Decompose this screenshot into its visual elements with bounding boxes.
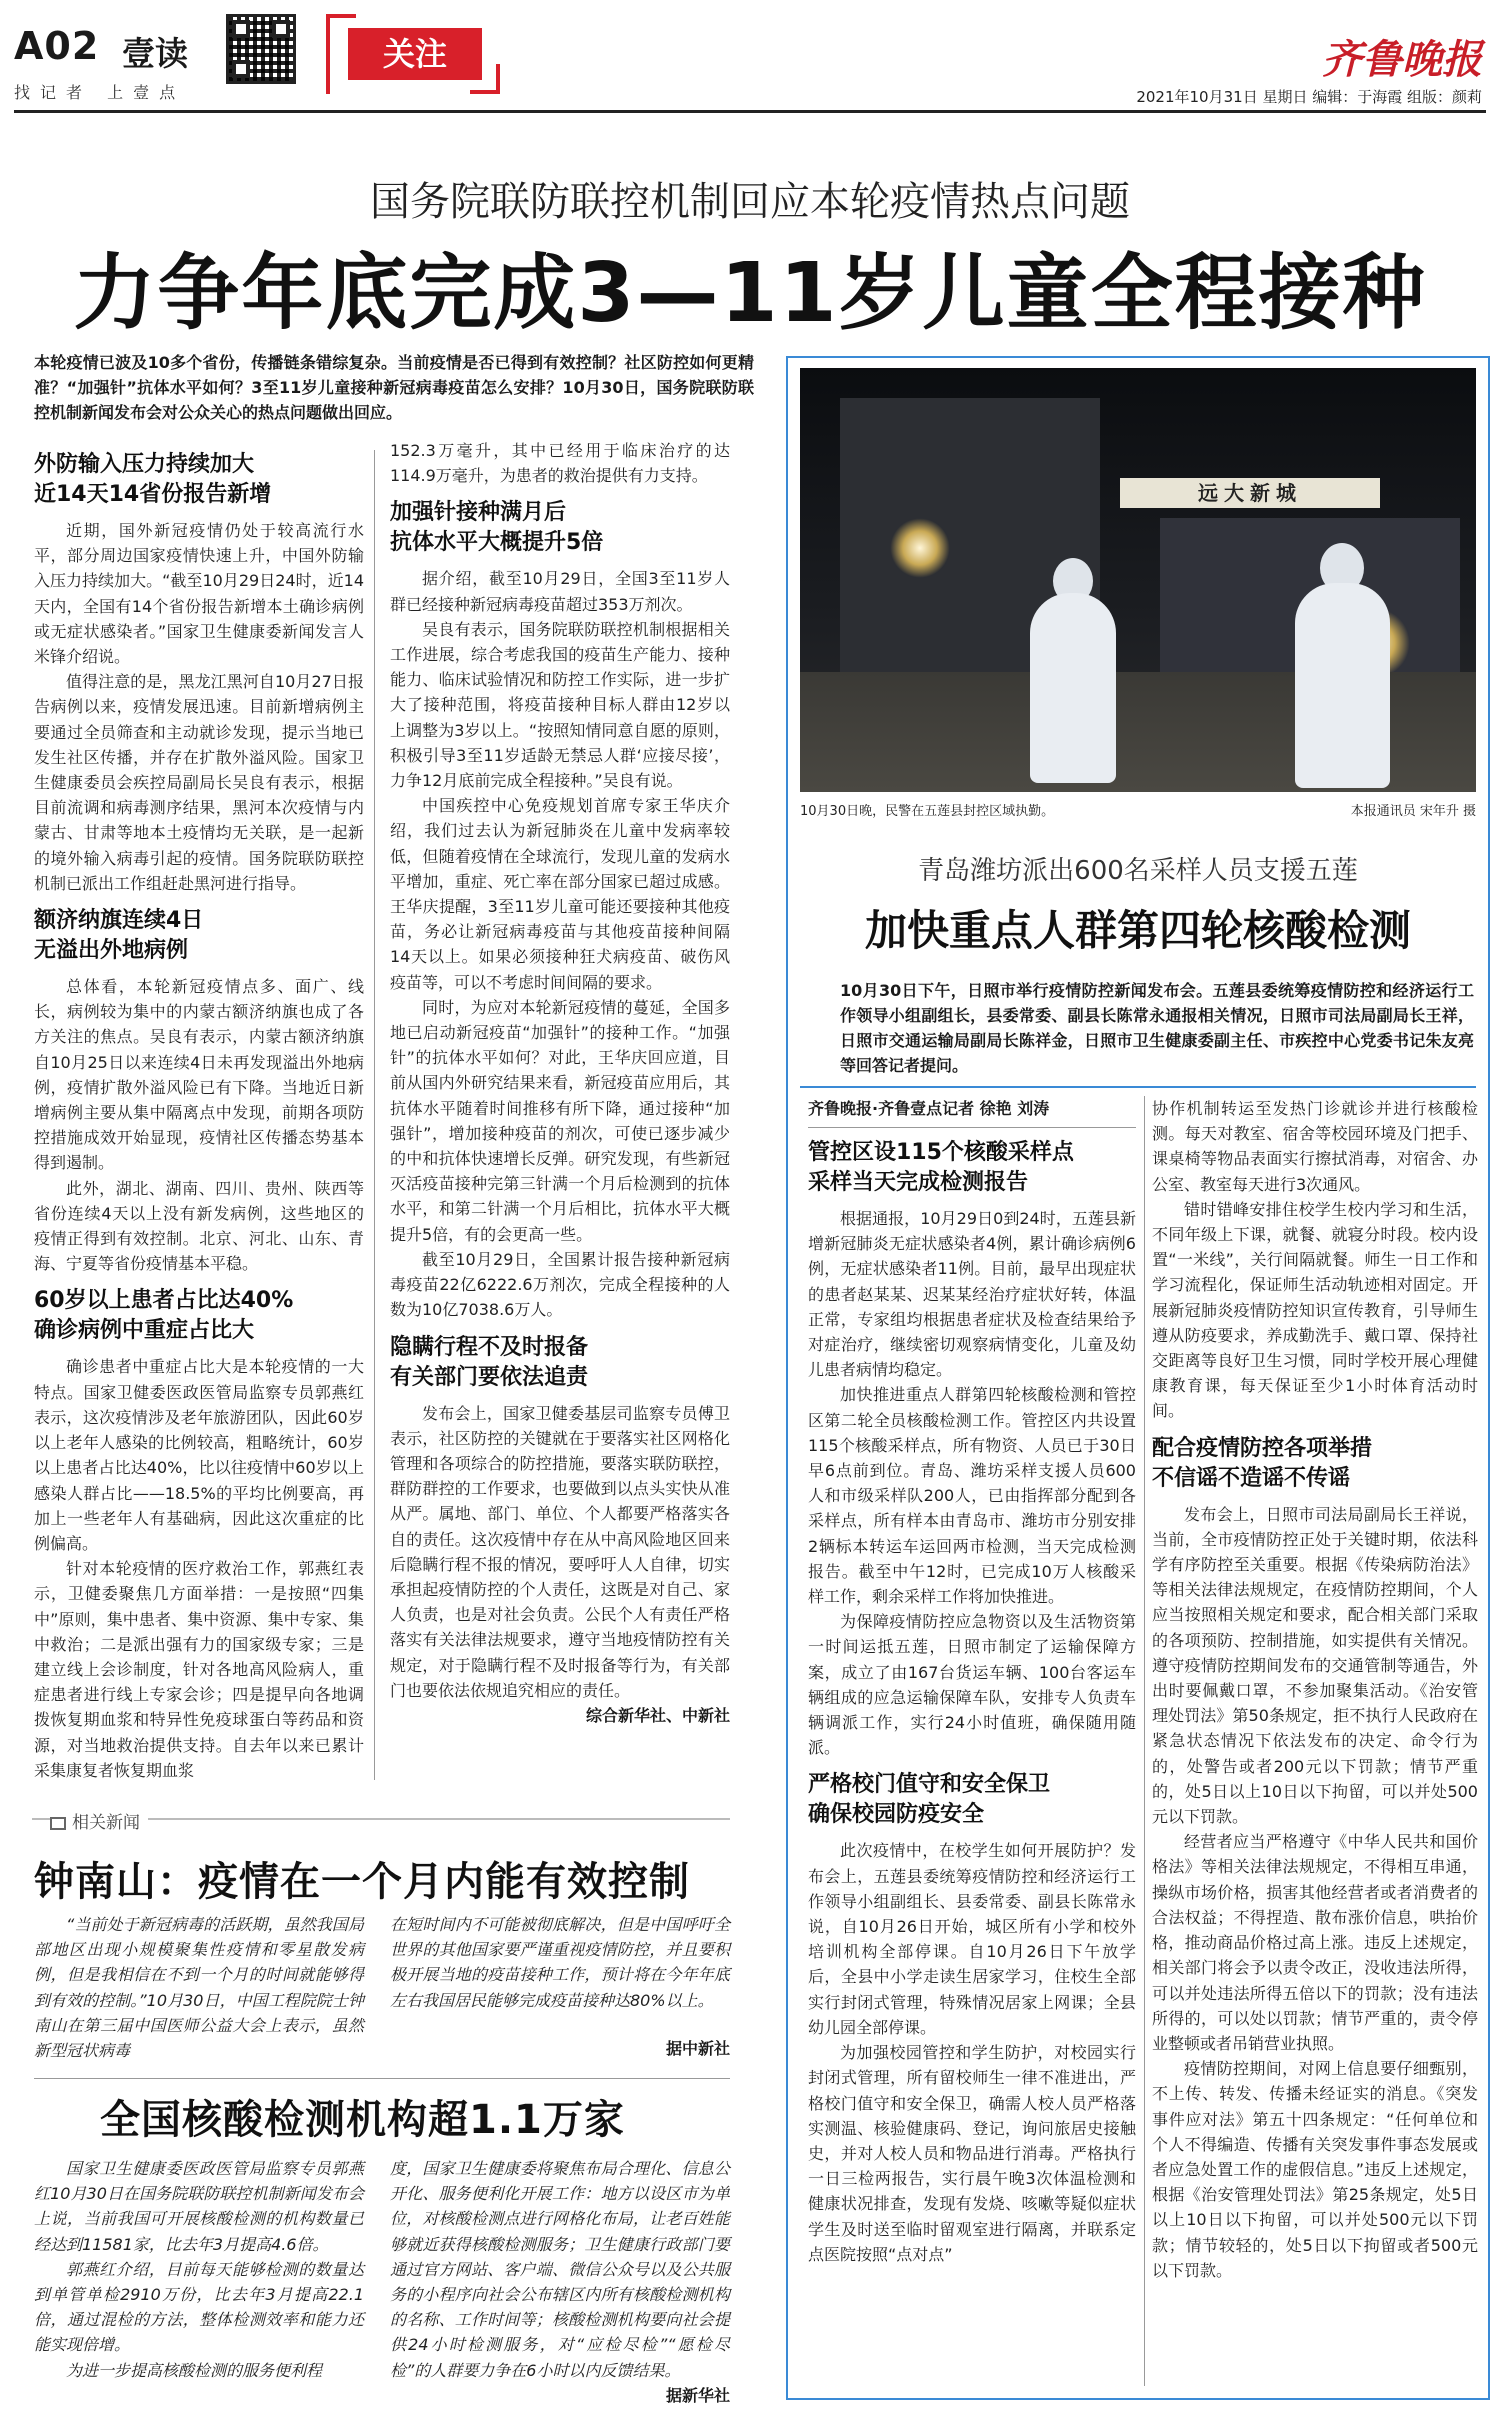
- paragraph: 国家卫生健康委医政医管局监察专员郭燕红10月30日在国务院联防联控机制新闻发布会上说，当前我国可开展核酸检测的机构数量已经达到11581家，比去年3月提高4.6倍。: [34, 2159, 364, 2254]
- headline-kicker: 国务院联防联控机制回应本轮疫情热点问题: [370, 179, 1130, 225]
- subhead-campus: 严格校门值守和安全保卫 确保校园防疫安全: [808, 1772, 1051, 1828]
- related-news-text: 相关新闻: [72, 1813, 140, 1833]
- photo-caption: 10月30日晚，民警在五莲县封控区域执勤。: [800, 804, 1055, 819]
- article-column-1: [34, 450, 364, 1783]
- subhead-ejina: 额济纳旗连续4日 无溢出外地病例: [34, 908, 204, 964]
- paragraph: 为保障疫情防控应急物资以及生活物资第一时间运抵五莲，日照市制定了运输保障方案，成立了由167台货运车辆、100台客运车辆组成的应急运输保障车队，安排专人负责车辆调派工作，实行24小时值班，确保随用随派。: [808, 1612, 1136, 1758]
- paragraph: 疫情防控期间，对网上信息要仔细甄别，不上传、转发、传播未经证实的消息。《突发事件应对法》第五十四条规定：“任何单位和个人不得编造、传播有关突发事件事态发展或者应急处置工作的虚假信息。”违反上述规定，根据《治安管理处罚法》第25条规定，处5日以上10日以下拘留，可以并处500元以下罚款；情节较轻的，处5日以下拘留或者500元以下罚款。: [1152, 2059, 1478, 2280]
- officer-right: [1295, 583, 1390, 788]
- subhead-sampling: 管控区设115个核酸采样点 采样当天完成检测报告: [808, 1140, 1074, 1195]
- street-lamp: [890, 518, 950, 578]
- paragraph: 为进一步提高核酸检测的服务便利程: [66, 2360, 323, 2380]
- main-headline: 力争年底完成3—11岁儿童全程接种: [73, 246, 1427, 341]
- paragraph: 在短时间内不可能被彻底解决，但是中国呼吁全世界的其他国家要严谨重视疫情防控，并且要积极开展当地的疫苗接种工作，预计将在今年年底左右我国居民能够完成疫苗接种达80%以上。: [390, 1915, 730, 2010]
- source-credit: 据中新社: [665, 2039, 730, 2058]
- paragraph: 度，国家卫生健康委将聚焦布局合理化、信息公开化、服务便利化开展工作：地方以设区市为单位，对核酸检测点进行网格化布局，让老百姓能够就近获得核酸检测服务；卫生健康行政部门要通过官方网站、客户端、微信公众号以及公共服务的小程序向社会公布辖区内所有核酸检测机构的名称、工作时间等；核酸检测机构要向社会提供24小时检测服务，对“应检尽检”“愿检尽检”的人群要力争在6小时以内反馈结果。: [390, 2159, 730, 2380]
- right-divider: [800, 1086, 1476, 1088]
- paragraph: 值得注意的是，黑龙江黑河自10月27日报告病例以来，疫情发展迅速。目前新增病例主要通过全员筛查和主动就诊发现，提示当地已发生社区传播，并存在扩散外溢风险。国家卫生健康委员会疾控局副局长吴良有表示，根据目前流调和病毒测序结果，黑河本次疫情与内蒙古、甘肃等地本土疫情均无关联，是一起新的境外输入病毒引起的疫情。国务院联防联控机制已派出工作组赶赴黑河进行指导。: [34, 672, 364, 893]
- paragraph: 同时，为应对本轮新冠疫情的蔓延，全国多地已启动新冠疫苗“加强针”的接种工作。“加强针”的抗体水平如何？对此，王华庆回应道，目前从国内外研究结果来看，新冠疫苗应用后，其抗体水平随着时间推移有所下降，通过接种“加强针”，增加接种疫苗的剂次，可使已逐步减少的中和抗体快速增长反弹。研究发现，有些新冠灭活疫苗接种完第三针满一个月后检测到的抗体水平，和第二针满一个月后相比，抗体水平大概提升5倍，有的会更高一些。: [390, 997, 730, 1244]
- paragraph: 郭燕红介绍，目前每天能够检测的数量达到单管单检2910万份，比去年3月提高22.1倍，通过混检的方法，整体检测效率和能力还能实现倍增。: [34, 2259, 364, 2355]
- subhead-booster: 加强针接种满月后 抗体水平大概提升5倍: [390, 500, 604, 556]
- related-headline-zhong: 钟南山：疫情在一个月内能有效控制: [34, 1859, 690, 1905]
- paragraph: “当前处于新冠病毒的活跃期，虽然我国局部地区出现小规模聚集性疫情和零星散发病例，但是我相信在不到一个月的时间就能够得到有效的控制。”10月30日，中国工程院院士钟南山在第三届中国医师公益大会上表示，虽然新型冠状病毒: [34, 1915, 364, 2061]
- right-column-b: [1152, 1096, 1478, 2283]
- page-number: A02: [14, 24, 100, 68]
- masthead-rule: [14, 110, 1486, 113]
- paragraph: 根据通报，10月29日0到24时，五莲县新增新冠肺炎无症状感染者4例，累计确诊病例6例，无症状感染者11例。目前，最早出现症状的患者赵某某、迟某某经治疗症状好转，体温正常，专家组均根据患者症状及检查结果给予对症治疗，继续密切观察病情变化，儿童及幼儿患者病情均稳定。: [808, 1209, 1136, 1380]
- right-lead: 10月30日下午，日照市举行疫情防控新闻发布会。五莲县委统筹疫情防控和经济运行工作领导小组副组长，县委常委、副县长陈常永通报相关情况，日照市司法局副局长王祥，日照市交通运输局副局长陈祥金，日照市卫生健康委副主任、市疾控中心党委书记朱友亮等回答记者提问。: [840, 981, 1474, 1075]
- paragraph: 发布会上，国家卫健委基层司监察专员傅卫表示，社区防控的关键就在于要落实社区网格化管理和各项综合的防控措施，要落实联防联控，群防群控的工作要求，也要做到以点头实快从准从严。属地、部门、单位、个人都要严格落实各自的责任。这次疫情中存在从中高风险地区回来后隐瞒行程不报的情况，要呼吁人人自律，切实承担起疫情防控的个人责任，这既是对自己、家人负责，也是对社会负责。公民个人有责任严格落实有关法律法规要求，遵守当地疫情防控有关规定，对于隐瞒行程不及时报备等行为，有关部门也要依法依规追究相应的责任。: [390, 1403, 730, 1700]
- right-column-a: [808, 1096, 1136, 2267]
- subhead-rumors: 配合疫情防控各项举措 不信谣不造谣不传谣: [1152, 1435, 1373, 1491]
- section-slogan: 找记者 上壹点: [14, 83, 186, 102]
- paragraph: 近期，国外新冠疫情仍处于较高流行水平，部分周边国家疫情快速上升，中国外防输入压力持续加大。“截至10月29日24时，近14天内，全国有14个省份报告新增本土确诊病例或无症状感染者。”国家卫生健康委新闻发言人米锋介绍说。: [34, 521, 364, 667]
- paragraph: 截至10月29日，全国累计报告接种新冠病毒疫苗22亿6222.6万剂次，完成全程接种的人数为10亿7038.6万人。: [390, 1249, 730, 1320]
- column-divider: [374, 450, 375, 1780]
- paragraph: 协作机制转运至发热门诊就诊并进行核酸检测。每天对教室、宿舍等校园环境及门把手、课桌椅等物品表面实行擦拭消毒，对宿舍、办公室、教室每天进行3次通风。: [1152, 1099, 1478, 1194]
- paragraph: 中国疾控中心免疫规划首席专家王华庆介绍，我们过去认为新冠肺炎在儿童中发病率较低，但随着疫情在全球流行，发现儿童的发病水平增加，重症、死亡率在部分国家已超过成感。王华庆提醒，3至11岁儿童可能还要接种其他疫苗，务必让新冠病毒疫苗与其他疫苗接种间隔14天以上。如果必须接种狂犬病疫苗、破伤风疫苗等，可以不考虑时间间隔的要求。: [390, 796, 730, 992]
- column-tag: 关注: [348, 28, 482, 80]
- news-photo: [800, 368, 1476, 792]
- paragraph: 此次疫情中，在校学生如何开展防护？发布会上，五莲县委统筹疫情防控和经济运行工作领导小组副组长、县委常委、副县长陈常永说，自10月26日开始，城区所有小学和校外培训机构全部停课。自10月26日下午放学后，全县中小学走读生居家学习，住校生全部实行封闭式管理，特殊情况居家上网课；全县幼儿园全部停课。: [808, 1841, 1136, 2037]
- qr-code-icon: [226, 14, 296, 84]
- related-news-label: [50, 1808, 148, 1833]
- paragraph: 针对本轮疫情的医疗救治工作，郭燕红表示，卫健委聚焦几方面举措：一是按照“四集中”原则，集中患者、集中资源、集中专家、集中救治；二是派出强有力的国家级专家；三是建立线上会诊制度，针对各地高风险病人，重症患者进行线上专家会诊；四是提早向各地调拨恢复期血浆和特异性免疫球蛋白等药品和资源，对当地救治提供支持。自去年以来已累计采集康复者恢复期血浆: [34, 1559, 364, 1780]
- dateline: 2021年10月31日 星期日 编辑：于海霞 组版：颜莉: [1136, 88, 1482, 106]
- subhead-elderly: 60岁以上患者占比达40% 确诊病例中重症占比大: [34, 1288, 294, 1344]
- right-headline: 加快重点人群第四轮核酸检测: [864, 906, 1411, 955]
- paragraph: 经营者应当严格遵守《中华人民共和国价格法》等相关法律法规规定，不得相互串通，操纵市场价格，损害其他经营者或者消费者的合法权益；不得捏造、散布涨价信息，哄抬价格，推动商品价格过高上涨。违反上述规定，相关部门将会予以责令改正，没收违法所得，可以并处违法所得五倍以下的罚款；没有违法所得的，可以处以罚款；情节严重的，责令停业整顿或者吊销营业执照。: [1152, 1832, 1478, 2053]
- divider: [808, 1127, 1136, 1128]
- document-icon: [50, 1817, 66, 1830]
- paragraph: 确诊患者中重症占比大是本轮疫情的一大特点。国家卫健委医政医管局监察专员郭燕红表示，这次疫情涉及老年旅游团队，因此60岁以上老年人感染的比例较高，粗略统计，60岁以上患者占比达40%，比以往疫情中60岁以上感染人群占比——18.5%的平均比例要高，再加上一些老年人有基础病，因此这次重症的比例偏高。: [34, 1357, 364, 1553]
- right-kicker: 青岛潍坊派出600名采样人员支援五莲: [918, 856, 1358, 886]
- paragraph: 吴良有表示，国务院联防联控机制根据相关工作进展，综合考虑我国的疫苗生产能力、接种能力、临床试验情况和防控工作实际，进一步扩大了接种范围，将疫苗接种目标人群由12岁以上调整为3岁以上。“按照知情同意自愿的原则，积极引导3至11岁适龄无禁忌人群‘应接尽接’，力争12月底前完成全程接种。”吴良有说。: [390, 619, 730, 791]
- source-credit: 综合新华社、中新社: [585, 1705, 730, 1725]
- lead-paragraph: 本轮疫情已波及10多个省份，传播链条错综复杂。当前疫情是否已得到有效控制？社区防控如何更精准？“加强针”抗体水平如何？3至11岁儿童接种新冠病毒疫苗怎么安排？10月30日，国务院联防联控机制新闻发布会对公众关心的热点问题做出回应。: [34, 353, 754, 422]
- divider: [34, 2078, 730, 2079]
- paragraph: 发布会上，日照市司法局副局长王祥说，当前，全市疫情防控正处于关键时期，依法科学有序防控至关重要。根据《传染病防治法》等相关法律法规规定，在疫情防控期间，个人应当按照相关规定和要求，配合相关部门采取的各项预防、控制措施，如实提供有关情况。遵守疫情防控期间发布的交通管制等通告，外出时要佩戴口罩，不参加聚集活动。《治安管理处罚法》第50条规定，拒不执行人民政府在紧急状态情况下依法发布的决定、命令行为的，处警告或者200元以下罚款；情节严重的，处5日以上10日以下拘留，可以并处500元以下罚款。: [1152, 1504, 1478, 1827]
- subhead-accountability: 隐瞒行程不及时报备 有关部门要依法追责: [390, 1334, 589, 1390]
- article-column-2: [390, 438, 730, 1726]
- related-column-1: [34, 2156, 364, 2383]
- paragraph: 总体看，本轮新冠疫情点多、面广、线长，病例较为集中的内蒙古额济纳旗也成了各方关注的焦点。吴良有表示，内蒙古额济纳旗自10月25日以来连续4日未再发现溢出外地病例，疫情扩散外溢风险已有下降。当地近日新增病例主要从集中隔离点中发现，前期各项防控措施成效开始显现，疫情社区传播态势基本得到遏制。: [34, 977, 364, 1173]
- source-credit: 据新华社: [665, 2385, 730, 2405]
- paragraph: 错时错峰安排住校学生校内学习和生活，不同年级上下课，就餐、就寝分时段。校内设置“一米线”，关行间隔就餐。师生一日工作和学习流程化，保证师生活动轨迹相对固定。开展新冠肺炎疫情防控知识宣传教育，引导师生遵从防疫要求，养成勤洗手、戴口罩、保持社交距离等良好卫生习惯，同时学校开展心理健康教育课，每天保证至少1小时体育活动时间。: [1152, 1199, 1478, 1421]
- related-column-2: [390, 2156, 730, 2406]
- column-divider: [1144, 1096, 1145, 2386]
- subhead-import-pressure: 外防输入压力持续加大 近14天14省份报告新增: [34, 452, 272, 507]
- paragraph: 加快推进重点人群第四轮核酸检测和管控区第二轮全员核酸检测工作。管控区内共设置115个核酸采样点，所有物资、人员已于30日早6点前到位。青岛、潍坊采样支援人员600人和市级采样队200人，已由指挥部分配到各采样点，所有样本由青岛市、潍坊市分别安排2辆标本转运车运回两市检测，当天完成检测报告。截至中午12时，已完成10万人核酸采样工作，剩余采样工作将加快推进。: [808, 1385, 1136, 1607]
- officer-left: [1030, 593, 1116, 783]
- paragraph: 为加强校园管控和学生防护，对校园实行封闭式管理，所有留校师生一律不准进出，严格校门值守和安全保卫，确需人校人员严格落实测温、核验健康码、登记，询问旅居史接触史，并对人校人员和物品进行消毒。严格执行一日三检两报告，实行晨午晚3次体温检测和健康状况排查，发现有发烧、咳嗽等疑似症状学生及时送至临时留观室进行隔离，并联系定点医院按照“点对点”: [808, 2043, 1136, 2264]
- paragraph: 据介绍，截至10月29日，全国3至11岁人群已经接种新冠病毒疫苗超过353万剂次。: [390, 569, 730, 614]
- section-name: 壹读: [122, 34, 188, 73]
- building-sign: 远大新城: [1120, 478, 1380, 508]
- byline: 齐鲁晚报·齐鲁壹点记者 徐艳 刘涛: [808, 1099, 1050, 1118]
- paragraph: 152.3万毫升，其中已经用于临床治疗的达114.9万毫升，为患者的救治提供有力支持。: [390, 441, 730, 486]
- newspaper-logo: 齐鲁晚报: [1322, 36, 1482, 83]
- photo-credit: 本报通讯员 宋年升 摄: [1350, 804, 1476, 819]
- paragraph: 此外，湖北、湖南、四川、贵州、陕西等省份连续4天以上没有新发病例，这些地区的疫情正得到有效控制。北京、河北、山东、青海、宁夏等省份疫情基本平稳。: [34, 1178, 364, 1274]
- related-headline-testing: 全国核酸检测机构超1.1万家: [100, 2097, 625, 2143]
